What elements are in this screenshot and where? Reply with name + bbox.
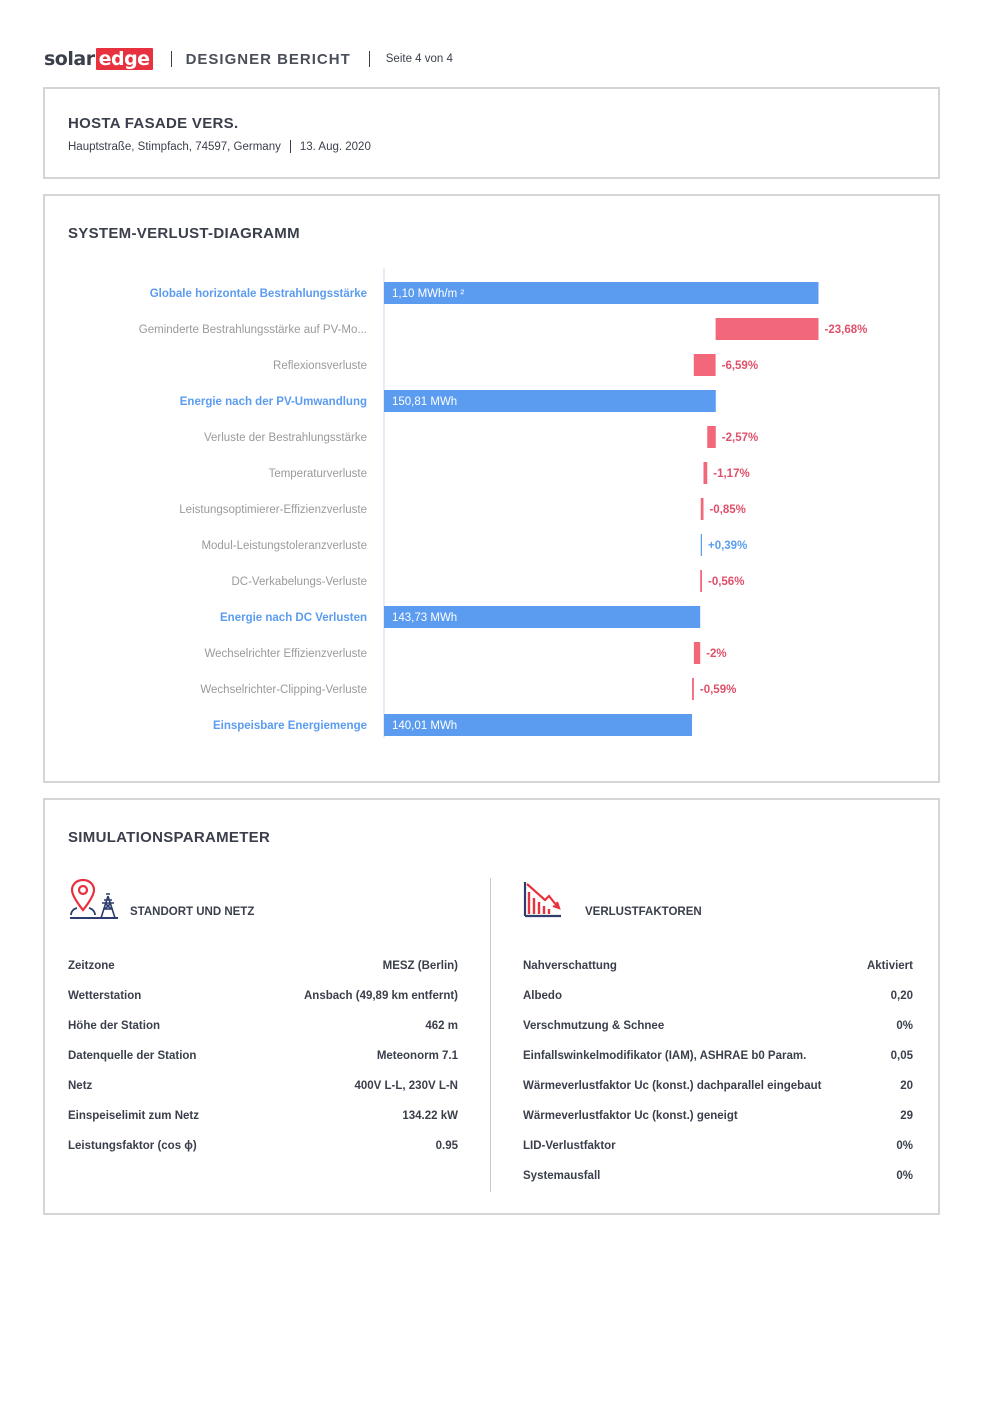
chart-category-label: Temperaturverluste — [268, 468, 367, 480]
location-grid-column — [68, 878, 458, 1170]
project-title: HOSTA FASADE VERS. — [68, 115, 239, 132]
project-info-panel — [43, 87, 940, 179]
chart-category-label: DC-Verkabelungs-Verluste — [231, 576, 367, 588]
chart-delta-bar — [700, 570, 702, 592]
param-value: 29 — [900, 1110, 913, 1122]
loss-diagram-panel — [43, 194, 940, 783]
solaredge-logo — [44, 48, 153, 70]
param-label: Zeitzone — [68, 960, 115, 972]
chart-value-label: 143,73 MWh — [392, 612, 458, 624]
location-grid-label: STANDORT UND NETZ — [130, 906, 255, 918]
loss-factors-heading — [523, 878, 913, 920]
param-label: Höhe der Station — [68, 1020, 161, 1032]
chart-value-label: 1,10 MWh/m ² — [392, 288, 465, 300]
param-value: 0% — [896, 1140, 913, 1152]
param-value: 0% — [896, 1170, 913, 1182]
chart-delta-bar — [703, 462, 707, 484]
param-label: Datenquelle der Station — [68, 1050, 197, 1062]
chart-value-label: 140,01 MWh — [392, 720, 458, 732]
param-label: Systemausfall — [523, 1170, 601, 1182]
param-row — [523, 1080, 913, 1110]
param-row — [68, 1140, 458, 1170]
loss-factors-column — [523, 878, 913, 1200]
chart-delta-bar — [716, 318, 819, 340]
param-value: 0,20 — [890, 990, 913, 1002]
param-value: Meteonorm 7.1 — [376, 1050, 458, 1062]
param-label: Verschmutzung & Schnee — [523, 1020, 665, 1032]
param-row — [523, 1050, 913, 1080]
logo-solar-text: solar — [44, 48, 95, 70]
chart-delta-bar — [692, 678, 694, 700]
subtitle-divider — [290, 140, 291, 153]
param-row — [523, 1020, 913, 1050]
param-row — [68, 1080, 458, 1110]
project-address: Hauptstraße, Stimpfach, 74597, Germany — [68, 140, 281, 153]
param-label: Leistungsfaktor (cos ϕ) — [68, 1140, 197, 1152]
param-label: Einfallswinkelmodifikator (IAM), ASHRAE b0 Param. — [523, 1050, 807, 1062]
chart-value-label: -6,59% — [721, 360, 759, 372]
chart-category-label: Geminderte Bestrahlungsstärke auf PV-Mo... — [138, 324, 367, 336]
param-row — [523, 1170, 913, 1200]
param-value: 0.95 — [435, 1140, 458, 1152]
chart-value-label: -23,68% — [824, 324, 868, 336]
chart-delta-bar — [701, 498, 704, 520]
param-value: 134.22 kW — [402, 1110, 458, 1122]
chart-value-label: -2% — [706, 648, 727, 660]
param-value: 20 — [900, 1080, 913, 1092]
header-divider — [369, 51, 370, 67]
param-label: Wetterstation — [68, 990, 142, 1002]
param-label: Einspeiselimit zum Netz — [68, 1110, 200, 1122]
param-row — [523, 960, 913, 990]
location-grid-heading — [68, 878, 458, 920]
param-row — [523, 1140, 913, 1170]
param-row — [523, 990, 913, 1020]
chart-delta-bar — [701, 534, 702, 556]
loss-waterfall-chart — [45, 196, 938, 781]
chart-category-label: Leistungsoptimierer-Effizienzverluste — [179, 504, 367, 516]
param-value: Aktiviert — [866, 960, 913, 972]
chart-category-label: Reflexionsverluste — [273, 360, 367, 372]
param-label: Netz — [68, 1080, 93, 1092]
loss-chart-icon — [523, 878, 575, 920]
param-label: LID-Verlustfaktor — [523, 1140, 616, 1152]
simulation-parameters-panel — [43, 798, 940, 1215]
chart-category-label: Modul-Leistungstoleranzverluste — [201, 540, 367, 552]
loss-factors-table — [523, 960, 913, 1200]
param-label: Nahverschattung — [523, 960, 617, 972]
chart-value-label: -0,59% — [699, 684, 737, 696]
param-value: Ansbach (49,89 km entfernt) — [303, 990, 458, 1002]
project-subtitle — [68, 140, 371, 153]
param-label: Wärmeverlustfaktor Uc (konst.) dachparallel eingebaut — [523, 1080, 822, 1092]
chart-category-label: Wechselrichter Effizienzverluste — [204, 648, 367, 660]
param-row — [68, 1020, 458, 1050]
chart-delta-bar — [707, 426, 716, 448]
chart-value-label: -0,56% — [707, 576, 745, 588]
column-divider — [490, 878, 491, 1192]
param-label: Wärmeverlustfaktor Uc (konst.) geneigt — [523, 1110, 738, 1122]
chart-value-label: -1,17% — [713, 468, 750, 480]
param-value: MESZ (Berlin) — [382, 960, 458, 972]
location-grid-icon — [68, 878, 120, 920]
chart-value-label: -0,85% — [709, 504, 746, 516]
param-label: Albedo — [523, 990, 562, 1002]
report-header — [44, 46, 453, 72]
param-value: 0% — [896, 1020, 913, 1032]
loss-factors-label: VERLUSTFAKTOREN — [585, 906, 702, 918]
chart-category-label: Einspeisbare Energiemenge — [212, 720, 367, 732]
param-value: 0,05 — [890, 1050, 913, 1062]
chart-category-label: Globale horizontale Bestrahlungsstärke — [149, 288, 367, 300]
header-divider — [171, 51, 172, 67]
param-row — [68, 960, 458, 990]
loss-diagram-title: SYSTEM-VERLUST-DIAGRAMM — [68, 225, 300, 242]
chart-value-label: 150,81 MWh — [392, 396, 458, 408]
logo-edge-text: edge — [96, 48, 153, 70]
param-row — [68, 990, 458, 1020]
chart-value-label: -2,57% — [721, 432, 759, 444]
param-row — [523, 1110, 913, 1140]
chart-value-label: +0,39% — [707, 540, 748, 552]
chart-delta-bar — [694, 642, 700, 664]
page-indicator: Seite 4 von 4 — [385, 53, 453, 65]
simulation-title: SIMULATIONSPARAMETER — [68, 829, 271, 846]
chart-category-label: Wechselrichter-Clipping-Verluste — [200, 684, 367, 696]
param-value: 400V L-L, 230V L-N — [354, 1080, 458, 1092]
location-grid-table — [68, 960, 458, 1170]
report-title: DESIGNER BERICHT — [185, 50, 351, 68]
chart-delta-bar — [694, 354, 716, 376]
chart-category-label: Energie nach der PV-Umwandlung — [179, 396, 367, 408]
param-value: 462 m — [425, 1020, 458, 1032]
chart-category-label: Verluste der Bestrahlungsstärke — [203, 432, 367, 444]
project-date: 13. Aug. 2020 — [299, 140, 371, 153]
chart-category-label: Energie nach DC Verlusten — [220, 612, 367, 624]
param-row — [68, 1110, 458, 1140]
param-row — [68, 1050, 458, 1080]
